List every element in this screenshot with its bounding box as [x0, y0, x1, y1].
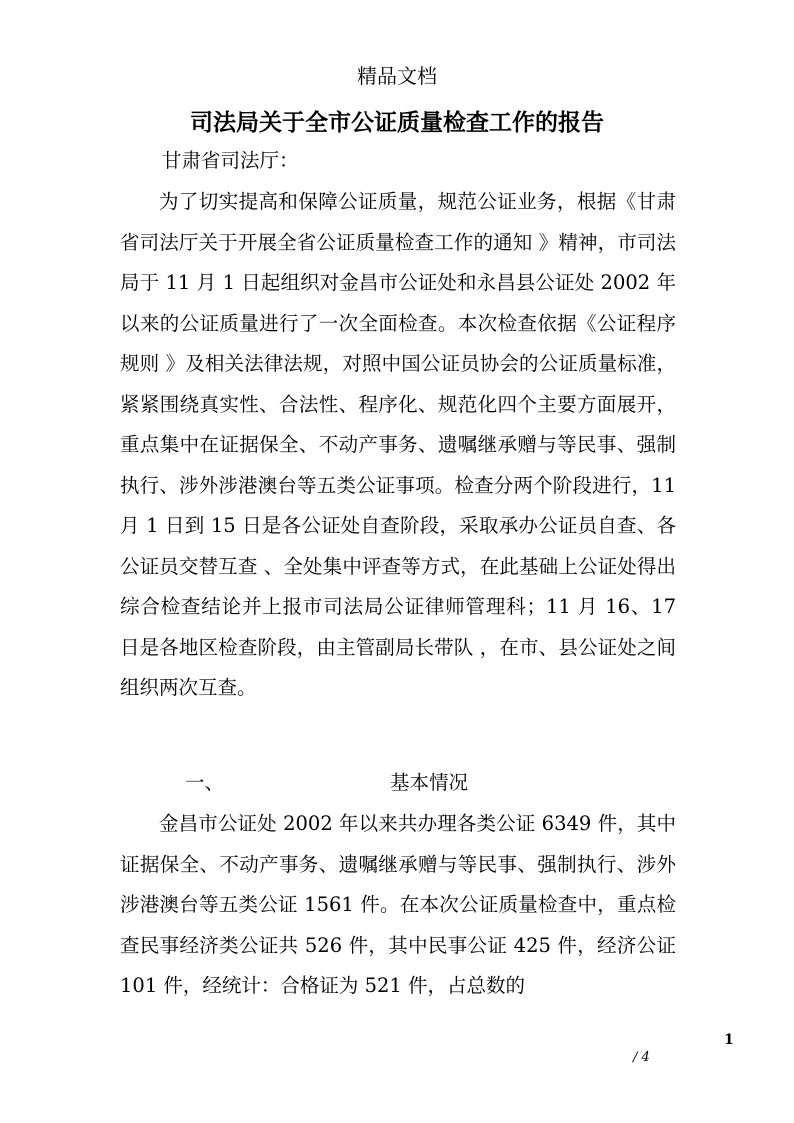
page-number: 1: [724, 1032, 734, 1048]
body-paragraph: 为了切实提高和保障公证质量，规范公证业务，根据《甘肃省司法厅关于开展全省公证质量检查工作的通知 》精神，市司法局于 11 月 1 日起组织对金昌市公证处和永昌县公证处 2002 年以来的公证质量进行了一次全面检查。本次检查依据《公证程序规则 》及相关法律法规，对照中国公证员协会的公证质量标准，紧紧围绕真实性、合法性、程序化、规范化四个主要方面展开，重点集中在证据保全、不动产事务、遗嘱继承赠与等民事、强制执行、涉外涉港澳台等五类公证事项。检查分两个阶段进行，11 月 1 日到 15 日是各公证处自查阶段，采取承办公证员自查、各公证员交替互查 、全处集中评查等方式，在此基础上公证处得出综合检查结论并上报市司法局公证律师管理科；11 月 16、17 日是各地区检查阶段，由主管副局长带队 ，在市、县公证处之间组织两次互查。: [120, 190, 676, 699]
page-header: 精品文档: [357, 64, 437, 88]
section-heading: [185, 763, 685, 804]
page-total: / 4: [633, 1050, 650, 1065]
salutation: 甘肃省司法厅：: [162, 149, 299, 172]
body-paragraph: 金昌市公证处 2002 年以来共办理各类公证 6349 件，其中证据保全、不动产事务、遗嘱继承赠与等民事、强制执行、涉外涉港澳台等五类公证 1561 件。在本次公证质量检查中，重点检查民事经济类公证共 526 件，其中民事公证 425 件，经济公证 101 件，经统计：合格证为 521 件，占总数的: [120, 812, 676, 997]
section-number: 一、: [185, 771, 225, 794]
document-title: 司法局关于全市公证质量检查工作的报告: [190, 109, 604, 136]
section-title: 基本情况: [390, 771, 469, 794]
